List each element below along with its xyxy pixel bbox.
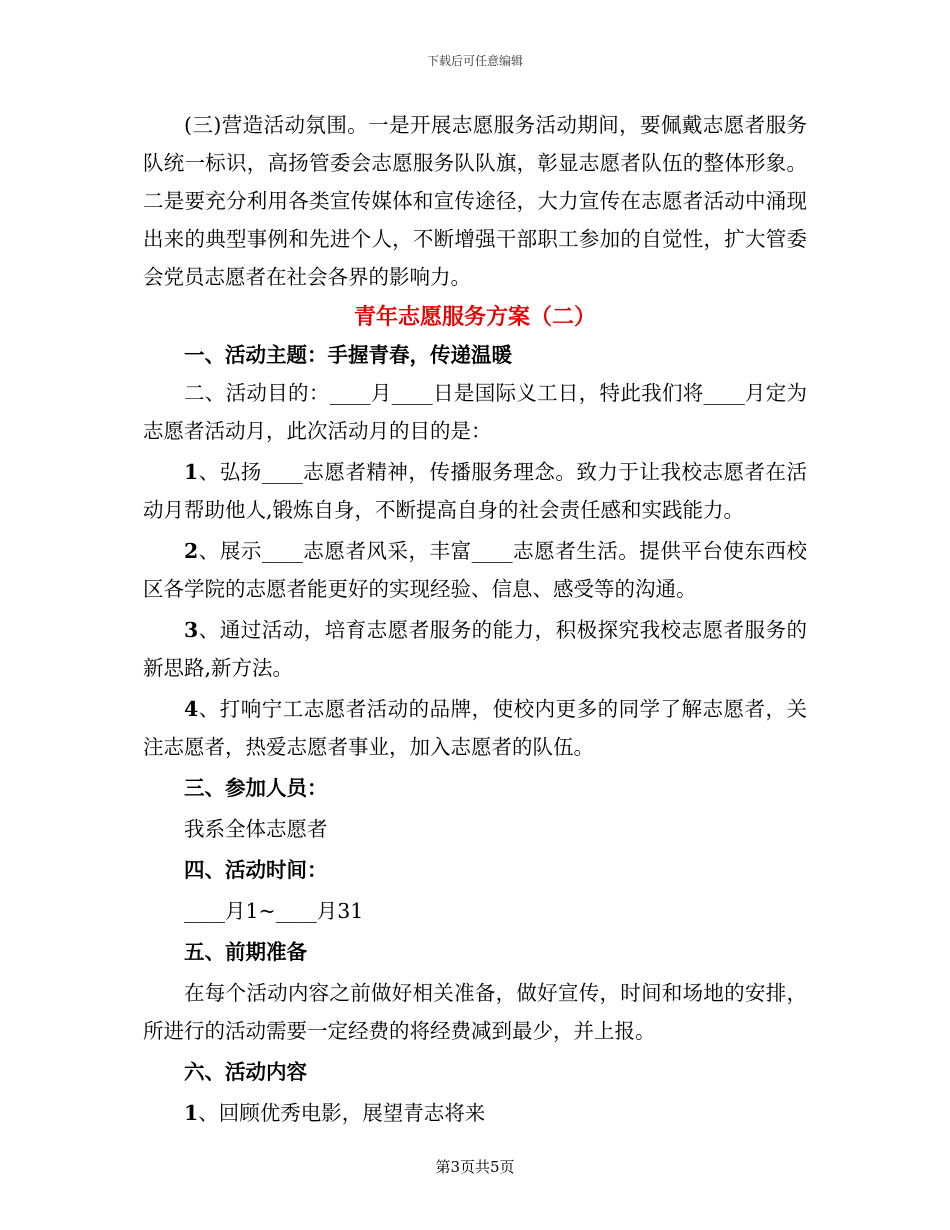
participants-heading: 三、参加人员： [184,776,328,800]
purpose-intro: 二、活动目的：____月____日是国际义工日，特此我们将____月定为志愿者活动月，此次活动月的目的是： [143,381,807,443]
page-footer: 第3页共5页 [435,1158,515,1176]
content-heading: 六、活动内容 [184,1060,307,1084]
time-heading: 四、活动时间： [184,858,328,882]
purpose-item-4 [143,690,807,766]
preparation-heading: 五、前期准备 [184,940,307,964]
purpose-item-2 [143,532,807,608]
theme-heading: 一、活动主题：手握青春，传递温暖 [184,343,512,367]
item-text: 、弘扬____志愿者精神，传播服务理念。致力于让我校志愿者在活动月帮助他人,锻炼自身，不断提高自身的社会责任感和实践能力。 [143,460,807,522]
document-title: 青年志愿服务方案（二） [353,304,596,330]
item-number: 3 [184,618,199,642]
item-text: 、打响宁工志愿者活动的品牌，使校内更多的同学了解志愿者，关注志愿者，热爱志愿者事业，加入志愿者的队伍。 [143,697,807,759]
item-number: 1 [184,1101,199,1125]
item-text: 、通过活动，培育志愿者服务的能力，积极探究我校志愿者服务的新思路,新方法。 [143,618,807,680]
item-number: 4 [184,697,199,721]
item-text: 、回顾优秀电影，展望青志将来 [198,1101,486,1125]
item-number: 2 [184,539,199,563]
purpose-item-3 [143,611,807,687]
item-text: 、展示____志愿者风采，丰富____志愿者生活。提供平台使东西校区各学院的志愿者能更好的实现经验、信息、感受等的沟通。 [143,539,807,601]
item-number: 1 [184,460,199,484]
page-header: 下载后可任意编辑 [426,54,523,68]
purpose-item-1 [143,453,807,529]
preparation-text: 在每个活动内容之前做好相关准备，做好宣传，时间和场地的安排，所进行的活动需要一定经费的将经费减到最少，并上报。 [143,981,807,1043]
document-body [143,106,807,1132]
time-text: ____月1~____月31 [184,899,364,923]
content-item-1 [143,1094,807,1132]
participants-text: 我系全体志愿者 [184,817,328,841]
section-three-paragraph: (三)营造活动氛围。一是开展志愿服务活动期间，要佩戴志愿者服务队统一标识，高扬管委会志愿服务队队旗，彰显志愿者队伍的整体形象。二是要充分利用各类宣传媒体和宣传途径，大力宣传在志愿者活动中涌现出来的典型事例和先进个人，不断增强干部职工参加的自觉性，扩大管委会党员志愿者在社会各界的影响力。 [143,113,807,289]
